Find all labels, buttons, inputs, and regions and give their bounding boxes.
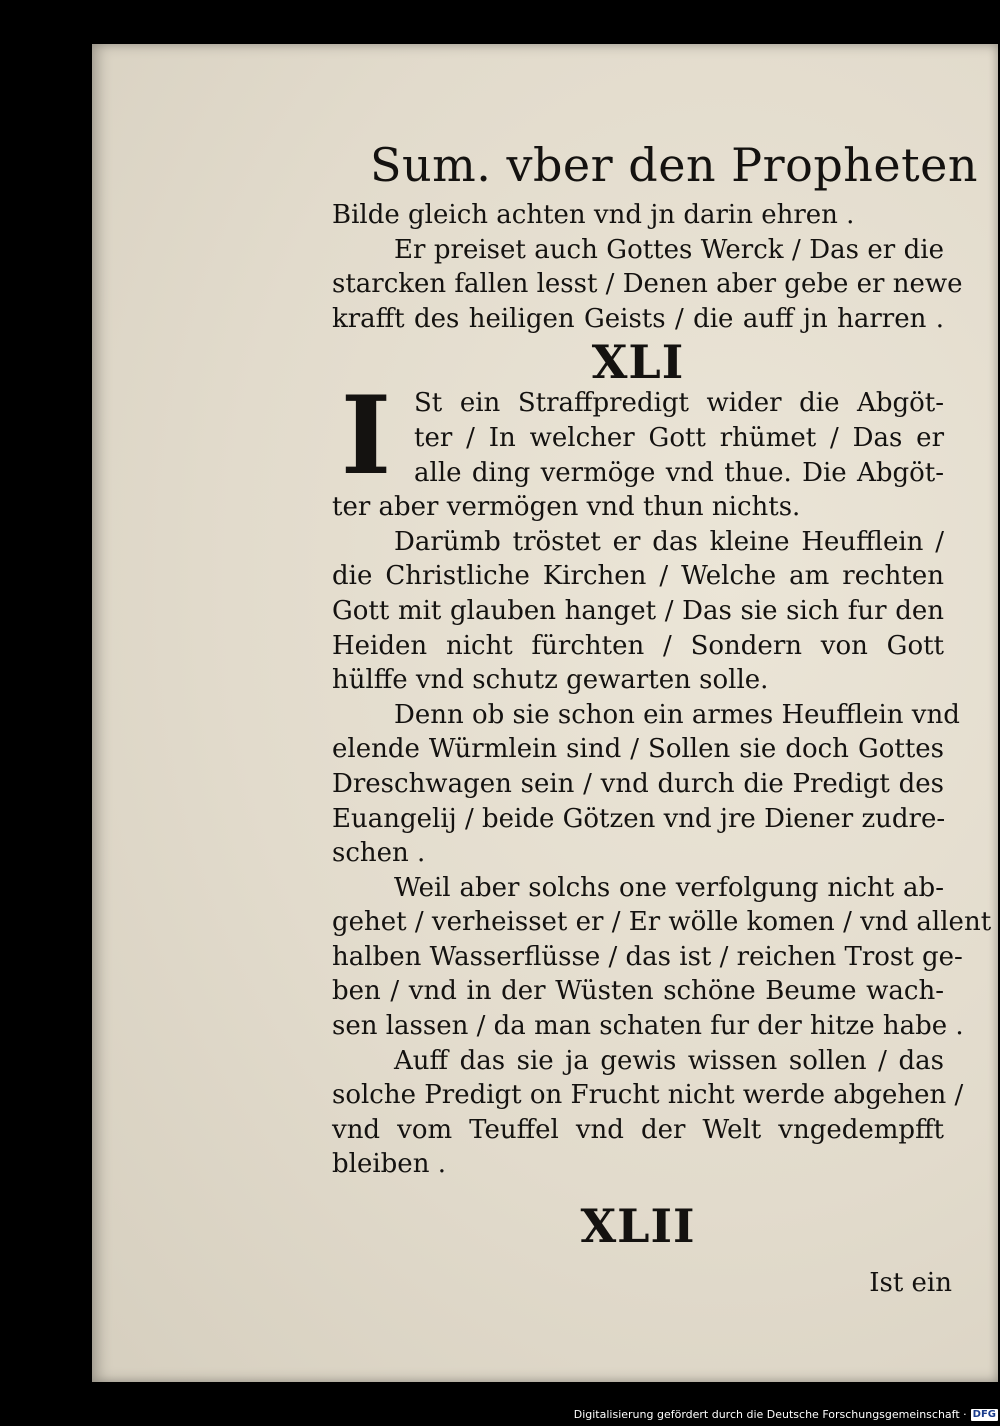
text-line: die Christliche Kirchen / Welche am rechten <box>332 561 944 592</box>
text-line: halben Wasserflüsse / das ist / reichen Trost ge- <box>332 941 963 972</box>
section-number-41: XLI <box>591 335 685 390</box>
text-line: Gott mit glauben hanget / Das sie sich fur den <box>332 595 944 626</box>
text-line: bleiben . <box>332 1149 446 1180</box>
text-line: sen lassen / da man schaten fur der hitze habe . <box>332 1011 964 1042</box>
text-line: Euangelij / beide Götzen vnd jre Diener zudre- <box>332 803 946 834</box>
footer-credit: Digitalisierung gefördert durch die Deutsche Forschungsgemeinschaft · <box>573 1408 967 1421</box>
text-line: Bilde gleich achten vnd jn darin ehren . <box>332 200 855 230</box>
catchword: Ist ein <box>869 1268 952 1299</box>
text-line: Dreschwagen sein / vnd durch die Predigt des <box>332 768 944 799</box>
running-header: Sum. vber den Propheten <box>370 138 978 192</box>
text-line: Heiden nicht fürchten / Sondern von Gott <box>332 630 944 661</box>
text-line: St ein Straffpredigt wider die Abgöt- <box>414 388 944 419</box>
text-line: Er preiset auch Gottes Werck / Das er die <box>394 234 944 265</box>
text-line: Auff das sie ja gewis wissen sollen / das <box>394 1045 944 1076</box>
drop-cap-paragraph <box>332 373 944 500</box>
digitization-footer <box>574 1408 998 1422</box>
page-text <box>332 136 992 1300</box>
text-line: alle ding vermöge vnd thue. Die Abgöt- <box>414 457 944 488</box>
text-line: Denn ob sie schon ein armes Heufflein vnd <box>394 699 960 730</box>
text-line: krafft des heiligen Geists / die auff jn harren . <box>332 303 944 334</box>
text-line: Weil aber solchs one verfolgung nicht ab- <box>394 872 944 903</box>
text-line: elende Würmlein sind / Sollen sie doch Gottes <box>332 734 944 765</box>
drop-cap: I <box>340 373 392 500</box>
text-line: Darümb tröstet er das kleine Heufflein / <box>394 526 944 557</box>
text-line: ter / In welcher Gott rhümet / Das er <box>414 422 944 453</box>
text-line: ben / vnd in der Wüsten schöne Beume wach- <box>332 976 944 1007</box>
section-number-42: XLII <box>580 1199 696 1254</box>
text-line: gehet / verheisset er / Er wölle komen / vnd allent <box>332 907 992 938</box>
text-line: solche Predigt on Frucht nicht werde abgehen / <box>332 1080 964 1111</box>
book-page <box>92 44 998 1382</box>
text-line: starcken fallen lesst / Denen aber gebe er newe <box>332 269 963 300</box>
text-line: hülffe vnd schutz gewarten solle. <box>332 665 769 696</box>
text-line: schen . <box>332 838 426 869</box>
text-line: ter aber vermögen vnd thun nichts. <box>332 492 801 523</box>
dfg-logo[interactable]: DFG <box>972 1409 996 1420</box>
text-line: vnd vom Teuffel vnd der Welt vngedempfft <box>332 1114 944 1145</box>
